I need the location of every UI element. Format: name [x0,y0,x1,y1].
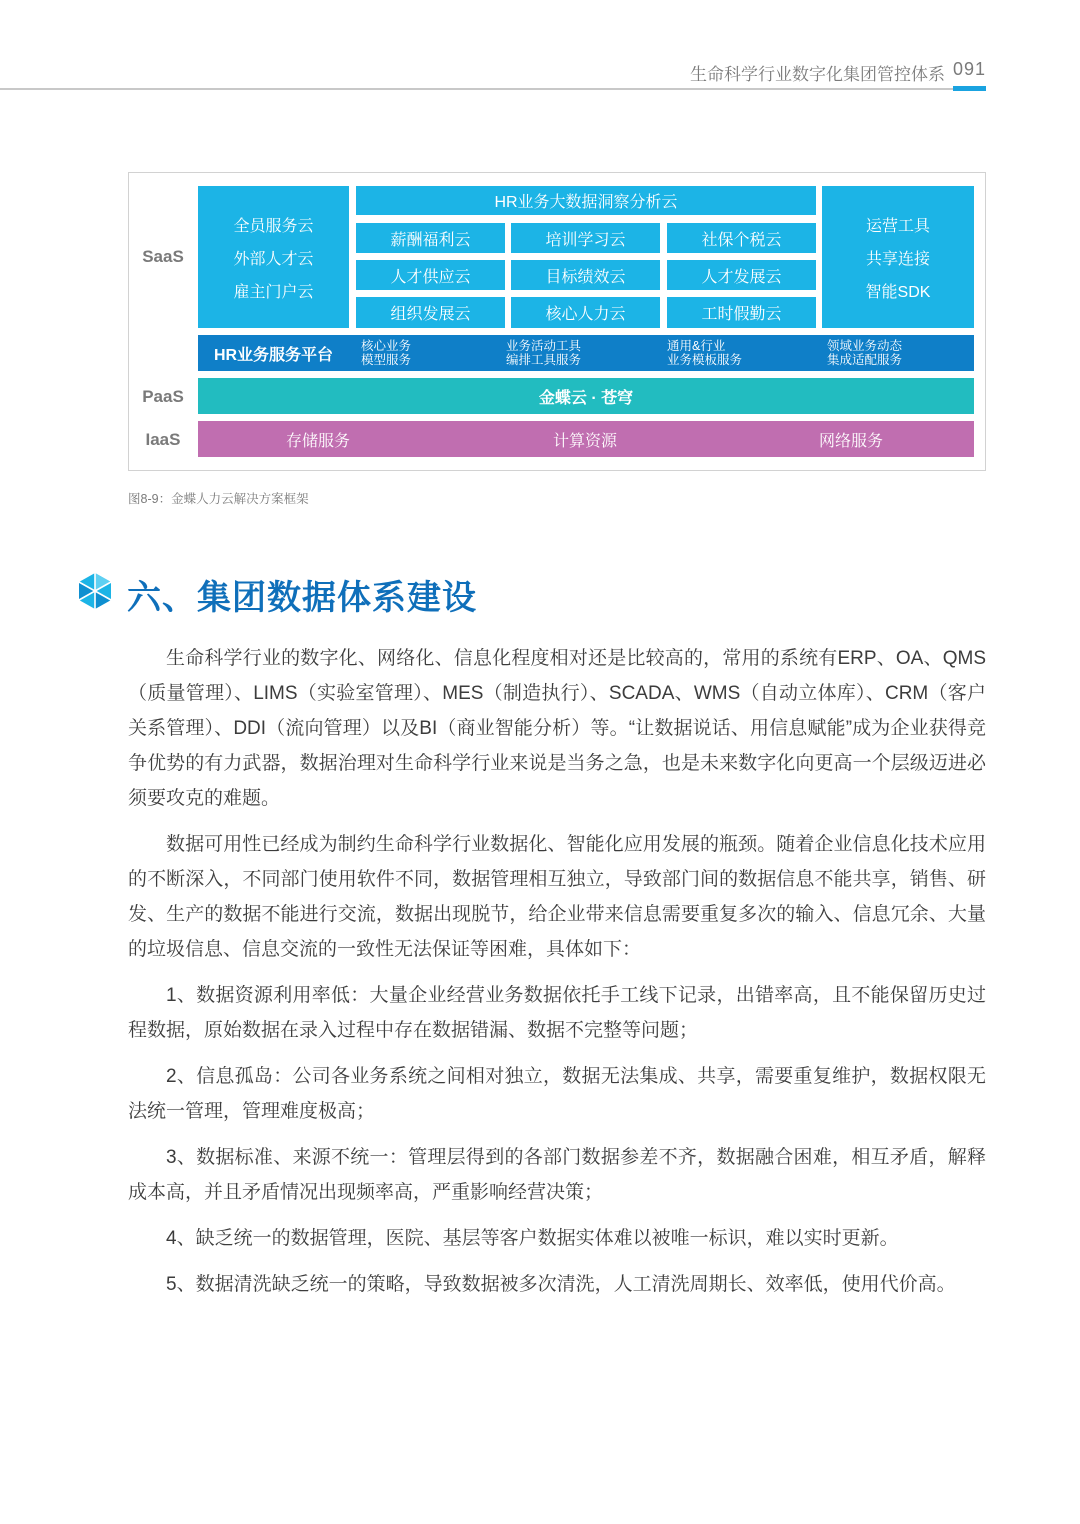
running-header-title: 生命科学行业数字化集团管控体系 [690,65,945,84]
platform-item-line: 领域业务动态 [827,339,903,353]
saas-grid-cell: 人才发展云 [667,260,816,290]
list-paragraph: 1、数据资源利用率低：大量企业经营业务数据依托手工线下记录，出错率高，且不能保留历史过程数据，原始数据在录入过程中存在数据错漏、数据不完整等问题； [128,985,986,1041]
saas-grid-cell: 工时假勤云 [667,297,816,328]
hexagon-cube-icon [78,572,112,610]
figure-caption: 图8-9：金蝶人力云解决方案框架 [128,492,309,506]
platform-item [506,338,646,368]
platform-item [361,338,481,368]
saas-grid-cell: 人才供应云 [356,260,505,290]
saas-grid-cell: 目标绩效云 [511,260,660,290]
saas-grid-cell: 薪酬福利云 [356,223,505,253]
saas-left-item: 外部人才云 [233,250,314,268]
platform-item [667,338,807,368]
saas-grid-cell: 培训学习云 [511,223,660,253]
saas-left-block [198,186,349,328]
iaas-item: 存储服务 [286,432,351,450]
paragraph: 数据可用性已经成为制约生命科学行业数据化、智能化应用发展的瓶颈。随着企业信息化技术应用的不断深入，不同部门使用软件不同，数据管理相互独立，导致部门间的数据信息不能共享，销售、研发、生产的数据不能进行交流，数据出现脱节，给企业带来信息需要重复多次的输入、信息冗余、大量的垃圾信息、信息交流的一致性无法保证等困难，具体如下： [128,834,986,960]
saas-right-item: 运营工具 [865,217,930,235]
platform-item-line: 核心业务 [361,339,412,353]
list-paragraph: 4、缺乏统一的数据管理，医院、基层等客户数据实体难以被唯一标识，难以实时更新。 [166,1228,899,1249]
platform-item-line: 集成适配服务 [827,353,903,367]
platform-item-line: 编排工具服务 [506,353,582,367]
list-paragraph: 3、数据标准、来源不统一：管理层得到的各部门数据参差不齐，数据融合困难，相互矛盾，解释成本高，并且矛盾情况出现频率高，严重影响经营决策； [128,1147,986,1203]
iaas-bar [198,421,974,457]
platform-item-line: 业务活动工具 [506,339,582,353]
page-number: 091 [953,59,987,79]
platform-item-line: 业务模板服务 [667,353,743,367]
body-text [128,641,986,1313]
saas-left-item: 全员服务云 [233,217,314,235]
list-paragraph: 2、信息孤岛：公司各业务系统之间相对独立，数据无法集成、共享，需要重复维护，数据权限无法统一管理，管理难度极高； [128,1066,986,1122]
architecture-diagram [128,172,986,471]
layer-label-saas: SaaS [142,247,184,266]
saas-right-block [822,186,974,328]
paragraph: 生命科学行业的数字化、网络化、信息化程度相对还是比较高的，常用的系统有ERP、OA、QMS（质量管理）、LIMS（实验室管理）、MES（制造执行）、SCADA、WMS（自动立体库）、CRM（客户关系管理）、DDI（流向管理）以及BI（商业智能分析）等。“让数据说话、用信息赋能”成为企业获得竞争优势的有力武器，数据治理对生命科学行业来说是当务之急，也是未来数字化向更高一个层级迈进必须要攻克的难题。 [128,648,986,809]
saas-grid-cell: 社保个税云 [667,223,816,253]
saas-right-item: 智能SDK [865,283,931,301]
header-accent-bar [953,86,986,91]
saas-center-title: HR业务大数据洞察分析云 [356,186,816,215]
paas-bar: 金蝶云 · 苍穹 [198,378,974,414]
layer-label-iaas: IaaS [145,430,181,449]
list-paragraph: 5、数据清洗缺乏统一的策略，导致数据被多次清洗，人工清洗周期长、效率低，使用代价高。 [166,1274,956,1295]
saas-grid-cell: 组织发展云 [356,297,505,328]
saas-right-item: 共享连接 [865,250,930,268]
platform-item-line: 通用&行业 [667,339,726,353]
iaas-item: 网络服务 [819,432,884,450]
platform-title: HR业务服务平台 [198,335,349,371]
section-title: 六、集团数据体系建设 [127,579,477,617]
platform-item [827,338,967,368]
layer-label-paas: PaaS [142,387,184,406]
saas-grid-cell: 核心人力云 [511,297,660,328]
platform-items [349,335,974,371]
platform-item-line: 模型服务 [361,353,412,367]
saas-left-item: 雇主门户云 [233,283,314,301]
header-rule [0,88,986,90]
iaas-item: 计算资源 [553,432,618,450]
